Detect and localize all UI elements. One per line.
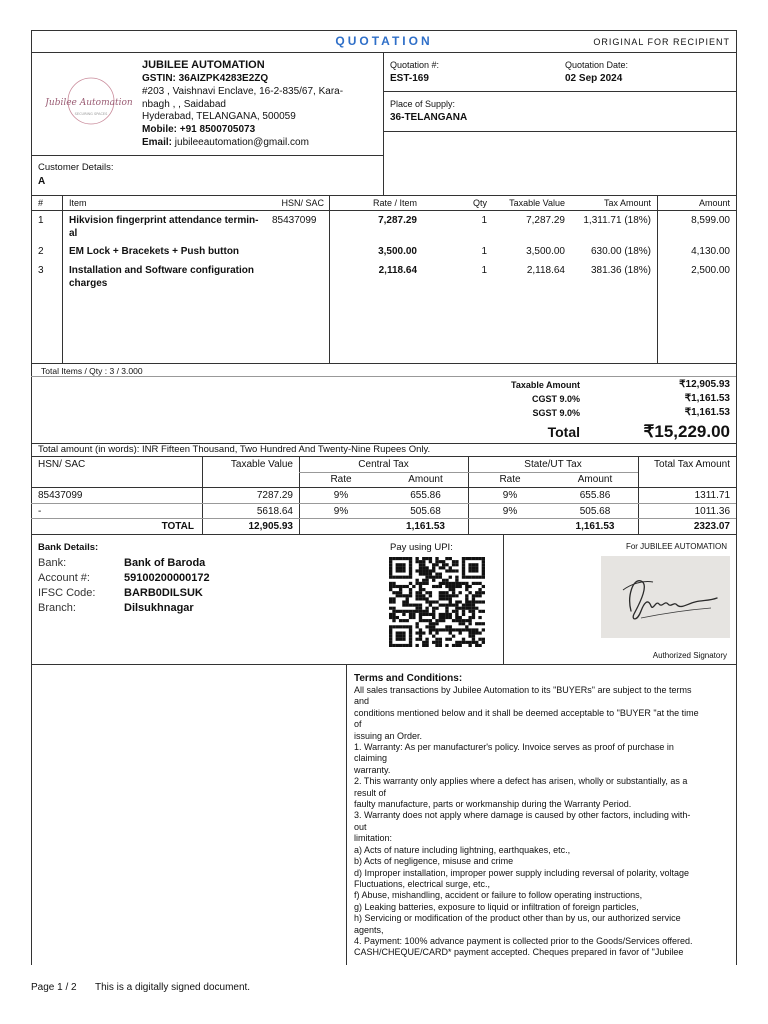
account-number: 59100200000172 (124, 572, 210, 584)
company-email-row (142, 137, 309, 149)
terms-line: 3. Warranty does not apply where damage is caused by other factors, including with- (354, 810, 691, 821)
terms-line: agents, (354, 924, 384, 935)
signature-image (601, 556, 730, 638)
col-header-amount: Amount (698, 198, 730, 208)
upi-qr-code[interactable] (389, 557, 485, 647)
authorized-signatory: Authorized Signatory (652, 651, 727, 660)
ts-header-state: State/UT Tax (524, 459, 582, 470)
terms-line: claiming (354, 753, 388, 764)
digital-signature-note: This is a digitally signed document. (95, 982, 251, 993)
customer-name: A (38, 176, 46, 187)
company-mobile: Mobile: +91 8500705073 (142, 124, 256, 135)
terms-line: and (354, 696, 370, 707)
terms-line: faulty manufacture, parts or workmanship during the Warranty Period. (354, 799, 632, 810)
item-2-tax: 630.00 (18%) (590, 246, 651, 257)
terms-line: out (354, 821, 367, 832)
bank-name: Bank of Baroda (124, 557, 206, 569)
ifsc-code: BARB0DILSUK (124, 587, 203, 599)
terms-line: h) Servicing or modification of the product other than by us, our authorized service (354, 913, 681, 924)
ts-row-2-c-amt: 505.68 (410, 506, 441, 517)
ts-row-2-s-amt: 505.68 (579, 506, 611, 517)
item-1-rate: 7,287.29 (378, 215, 417, 226)
item-1-taxable: 7,287.29 (526, 215, 565, 226)
ts-header-c-amount: Amount (408, 474, 443, 485)
item-2-taxable: 3,500.00 (526, 246, 565, 257)
quotation-no: EST-169 (390, 73, 429, 84)
ts-total-taxable: 12,905.93 (248, 521, 293, 532)
grand-total-label: Total (547, 424, 580, 440)
item-3-name-line1: Installation and Software configuration (69, 265, 255, 276)
item-1-amount: 8,599.00 (691, 215, 730, 226)
ts-total-s-amt: 1,161.53 (575, 521, 615, 532)
ts-header-central: Central Tax (358, 459, 409, 470)
col-header-taxable: Taxable Value (509, 198, 565, 208)
grand-total: ₹15,229.00 (643, 422, 730, 441)
ts-total-c-amt: 1,161.53 (406, 521, 445, 532)
terms-line: a) Acts of nature including lightning, earthquakes, etc., (354, 844, 571, 855)
terms-line: warranty. (354, 764, 391, 775)
ts-header-s-amount: Amount (577, 474, 613, 485)
ts-header-c-rate: Rate (330, 474, 352, 485)
item-2-amount: 4,130.00 (691, 246, 730, 257)
bank-details-title: Bank Details: (38, 542, 99, 553)
col-header-rate: Rate / Item (372, 198, 417, 208)
ts-row-2-c-rate: 9% (333, 506, 349, 517)
company-address-3: Hyderabad, TELANGANA, 500059 (142, 111, 296, 122)
col-header-hsn: HSN/ SAC (281, 198, 324, 208)
document-title: QUOTATION (335, 34, 433, 48)
col-header-no: # (38, 198, 44, 208)
ts-header-hsn: HSN/ SAC (38, 459, 86, 470)
item-2-no: 2 (38, 246, 44, 257)
ts-row-2-taxable: 5618.64 (256, 506, 293, 517)
place-of-supply-label: Place of Supply: (390, 99, 456, 109)
item-3-no: 3 (38, 265, 44, 276)
branch-label: Branch: (38, 602, 76, 614)
ts-row-1-taxable: 7287.29 (256, 490, 293, 501)
page-number: Page 1 / 2 (31, 982, 77, 993)
sgst-amount: ₹1,161.53 (684, 407, 730, 418)
svg-text:SECURING SPACES: SECURING SPACES (74, 112, 108, 116)
item-2-name-line1: EM Lock + Bracekets + Push button (69, 246, 240, 257)
item-3-rate: 2,118.64 (378, 265, 417, 276)
terms-line: All sales transactions by Jubilee Automation to its "BUYERs" are subject to the terms (354, 685, 692, 695)
item-3-tax: 381.36 (18%) (590, 265, 651, 276)
ts-total-total: 2323.07 (693, 521, 730, 532)
item-3-amount: 2,500.00 (691, 265, 730, 276)
sgst-label: SGST 9.0% (532, 408, 580, 418)
company-name: JUBILEE AUTOMATION (142, 59, 265, 71)
ts-row-1-hsn: 85437099 (38, 490, 83, 501)
company-address-2: nbagh , , Saidabad (142, 99, 226, 110)
ts-header-s-rate: Rate (499, 474, 521, 485)
svg-text:Jubilee Automation: Jubilee Automation (45, 98, 133, 108)
item-2-qty: 1 (481, 246, 487, 257)
item-1-no: 1 (38, 215, 44, 226)
taxable-amount-label: Taxable Amount (510, 380, 580, 390)
item-1-name-line2: al (69, 228, 78, 239)
ts-header-taxable: Taxable Value (230, 459, 293, 470)
item-3-qty: 1 (481, 265, 487, 276)
item-1-name-line1: Hikvision fingerprint attendance termin- (69, 215, 259, 226)
terms-line: g) Leaking batteries, exposure to liquid or infiltration of foreign particles, (354, 901, 639, 912)
cgst-amount: ₹1,161.53 (684, 393, 730, 404)
terms-line: limitation: (354, 833, 393, 844)
ifsc-label: IFSC Code: (38, 587, 96, 599)
upi-label: Pay using UPI: (390, 542, 453, 553)
col-header-tax: Tax Amount (603, 198, 651, 208)
total-items-qty: Total Items / Qty : 3 / 3.000 (41, 366, 143, 376)
taxable-amount: ₹12,905.93 (679, 379, 730, 390)
ts-row-2-total: 1011.36 (694, 506, 730, 517)
terms-line: 1. Warranty: As per manufacturer's policy. Invoice serves as proof of purchase in (354, 742, 674, 753)
ts-row-1-c-amt: 655.86 (410, 490, 441, 501)
copy-label: ORIGINAL FOR RECIPIENT (593, 37, 730, 47)
amount-in-words: Total amount (in words): INR Fifteen Thousand, Two Hundred And Twenty-Nine Rupees Only. (38, 444, 431, 455)
terms-line: f) Abuse, mishandling, accident or failure to follow operating instructions, (354, 890, 643, 901)
item-2-rate: 3,500.00 (378, 246, 417, 257)
item-1-qty: 1 (481, 215, 487, 226)
terms-line: issuing an Order. (354, 730, 423, 741)
item-1-tax: 1,311.71 (18%) (583, 215, 651, 226)
terms-and-conditions (354, 672, 732, 964)
item-3-name-line2: charges (69, 278, 108, 289)
quotation-no-label: Quotation #: (390, 60, 440, 70)
terms-line: d) Improper installation, improper power supply including reversal of polarity, voltage (354, 867, 689, 878)
company-address-1: #203 , Vaishnavi Enclave, 16-2-835/67, Kara- (142, 86, 344, 97)
ts-row-1-s-rate: 9% (502, 490, 518, 501)
terms-line: conditions mentioned below and it shall be deemed acceptable to "BUYER "at the time (354, 707, 699, 718)
item-1-hsn: 85437099 (272, 215, 317, 226)
ts-header-total: Total Tax Amount (654, 459, 730, 470)
terms-line: Fluctuations, electrical surge, etc., (354, 878, 491, 889)
bank-label: Bank: (38, 557, 67, 569)
terms-line: CASH/CHEQUE/CARD* payment accepted. Cheques prepared in favor of "Jubilee (354, 947, 684, 958)
terms-line: 4. Payment: 100% advance payment is collected prior to the Goods/Services offered. (354, 935, 693, 946)
company-gstin: GSTIN: 36AIZPK4283E2ZQ (142, 73, 269, 84)
ts-row-2-hsn: - (38, 506, 42, 517)
customer-details-label: Customer Details: (38, 162, 114, 173)
ts-row-1-c-rate: 9% (333, 490, 349, 501)
quotation-date: 02 Sep 2024 (565, 73, 623, 84)
ts-row-1-s-amt: 655.86 (579, 490, 611, 501)
col-header-qty: Qty (472, 198, 487, 208)
company-email[interactable]: jubileeautomation@gmail.com (174, 137, 309, 148)
ts-row-1-total: 1311.71 (694, 490, 730, 501)
terms-line: 2. This warranty only applies where a defect has arisen, wholly or substantially, as a (354, 776, 688, 787)
cgst-label: CGST 9.0% (531, 394, 580, 404)
account-label: Account #: (38, 572, 90, 584)
ts-row-2-s-rate: 9% (502, 506, 518, 517)
company-logo (45, 72, 133, 130)
email-label: Email: (142, 137, 173, 148)
branch-name: Dilsukhnagar (124, 602, 194, 614)
terms-line: of (354, 719, 362, 730)
terms-line: b) Acts of negligence, misuse and crime (354, 856, 514, 867)
for-company-label: For JUBILEE AUTOMATION (625, 542, 727, 551)
place-of-supply: 36-TELANGANA (390, 112, 468, 123)
terms-line: result of (354, 787, 387, 798)
item-3-taxable: 2,118.64 (526, 265, 565, 276)
terms-title: Terms and Conditions: (354, 673, 463, 684)
ts-total-label: TOTAL (161, 521, 194, 532)
quotation-date-label: Quotation Date: (565, 60, 629, 70)
col-header-item: Item (69, 198, 87, 208)
